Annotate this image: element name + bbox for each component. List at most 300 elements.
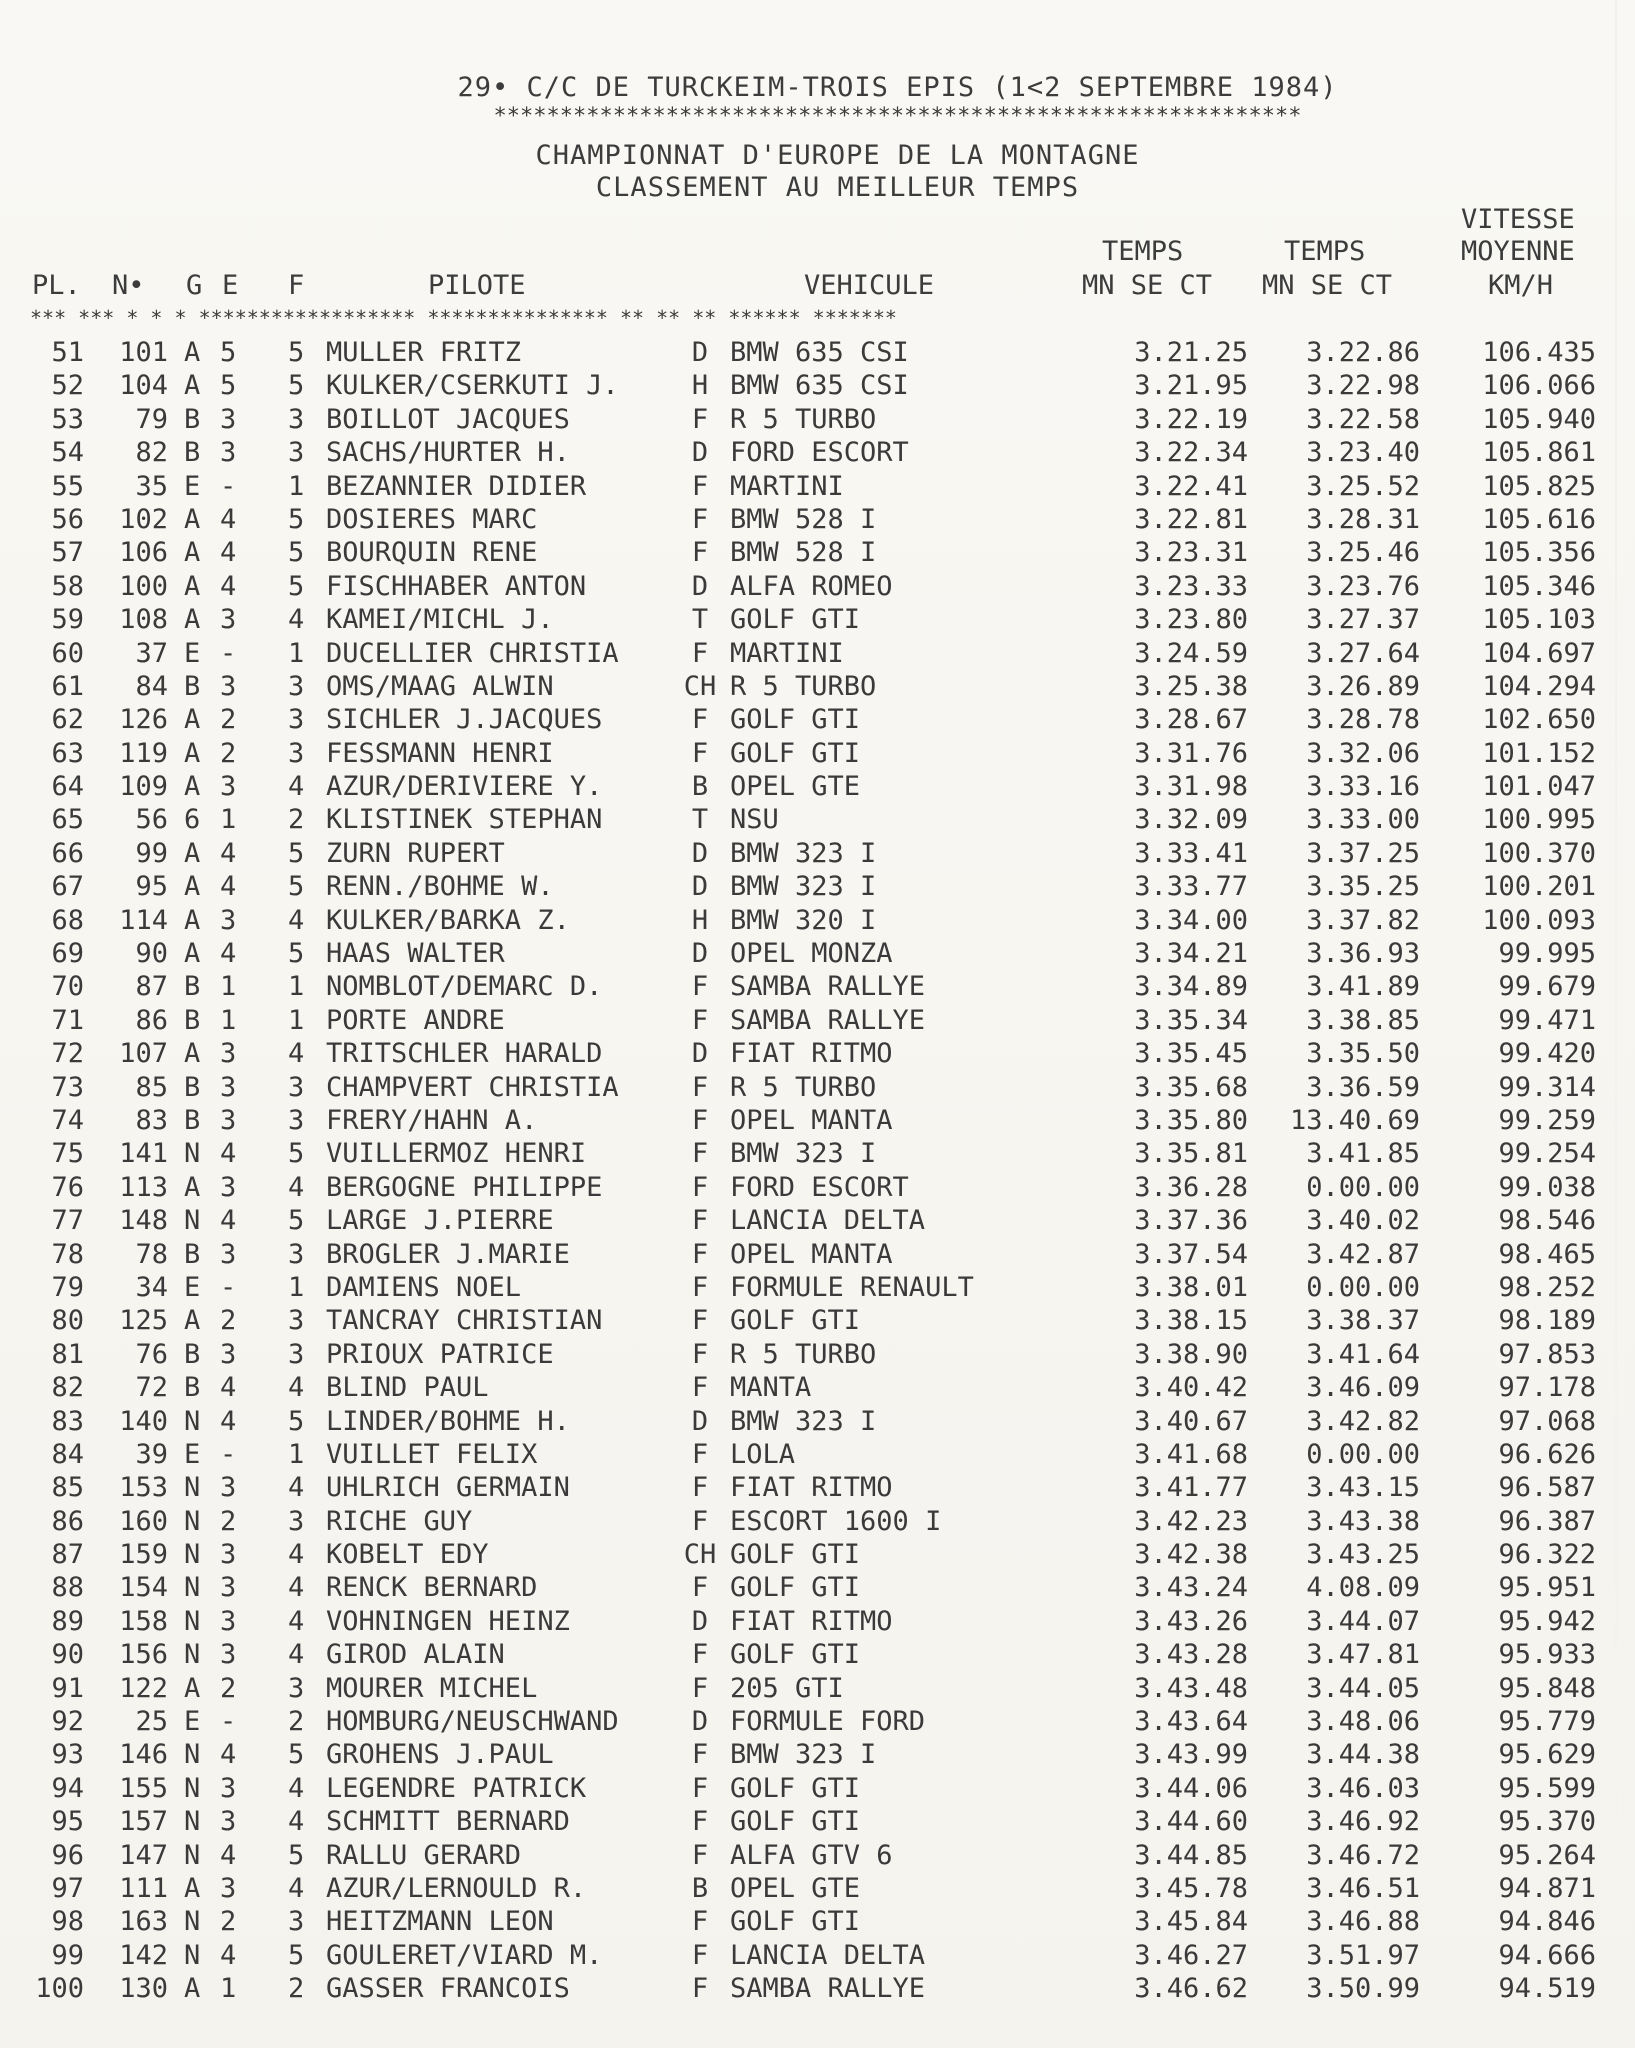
result-nationality: F [691,1505,709,1537]
result-time-1: 3.44.60 [1134,1806,1248,1838]
result-vehicle: GOLF GTI [730,1806,861,1838]
result-number: 119 [119,737,168,769]
table-row [0,1939,1635,1972]
result-pilot: LARGE J.PIERRE [326,1205,554,1237]
table-row [0,1471,1635,1504]
result-time-2: 3.46.51 [1306,1872,1420,1904]
result-vehicle: BMW 528 I [730,503,877,535]
result-vehicle: FORD ESCORT [730,1171,909,1203]
result-nationality: F [691,1138,709,1170]
result-time-1: 3.34.00 [1134,904,1248,936]
result-time-2: 3.41.89 [1306,971,1420,1003]
classement-title: CLASSEMENT AU MEILLEUR TEMPS [595,172,1080,203]
result-group: B [184,1004,201,1036]
table-row [0,1972,1635,2005]
title-underline-stars: ************************************************************* [493,104,1302,129]
result-e: 3 [220,904,237,936]
result-group: A [184,370,201,402]
result-group: N [184,1605,201,1637]
result-speed: 95.848 [1498,1672,1596,1704]
result-place: 94 [51,1772,84,1804]
result-e: 3 [220,403,237,435]
result-place: 64 [51,771,84,803]
result-vehicle: MANTA [730,1372,812,1404]
result-time-2: 3.38.85 [1306,1004,1420,1036]
result-place: 75 [51,1138,84,1170]
result-nationality: F [691,1906,709,1938]
table-row [0,970,1635,1003]
result-group: A [184,871,201,903]
result-e: 1 [220,1973,237,2005]
result-number: 106 [119,537,168,569]
col-header-pl: PL. [32,270,81,301]
result-nationality: T [691,804,709,836]
result-group: A [184,1038,201,1070]
result-time-2: 3.23.76 [1306,570,1420,602]
result-vehicle: SAMBA RALLYE [730,971,926,1003]
result-f: 4 [288,1472,305,1504]
result-number: 37 [135,637,168,669]
result-pilot: KULKER/CSERKUTI J. [326,370,619,402]
result-f: 4 [288,904,305,936]
table-row [0,803,1635,836]
result-place: 91 [51,1672,84,1704]
table-row [0,1605,1635,1638]
result-vehicle: MARTINI [730,470,844,502]
result-group: A [184,337,201,368]
result-speed: 104.697 [1482,637,1596,669]
result-f: 3 [288,1238,305,1270]
result-f: 3 [288,403,305,435]
result-time-1: 3.41.68 [1134,1438,1248,1470]
table-row [0,1204,1635,1237]
result-e: 3 [220,771,237,803]
result-speed: 102.650 [1482,704,1596,736]
result-place: 100 [35,1973,84,2005]
result-pilot: GASSER FRANCOIS [326,1973,570,2005]
result-group: E [184,470,201,502]
result-nationality: F [691,704,709,736]
result-time-1: 3.40.42 [1134,1372,1248,1404]
result-pilot: BEZANNIER DIDIER [326,470,587,502]
result-vehicle: FORMULE RENAULT [730,1271,974,1303]
result-nationality: B [691,771,709,803]
result-number: 153 [119,1472,168,1504]
result-nationality: D [691,1405,709,1437]
result-group: N [184,1205,201,1237]
result-pilot: UHLRICH GERMAIN [326,1472,570,1504]
result-place: 65 [51,804,84,836]
result-time-2: 3.41.85 [1306,1138,1420,1170]
result-vehicle: LANCIA DELTA [730,1205,926,1237]
result-f: 3 [288,1071,305,1103]
result-time-1: 3.35.34 [1134,1004,1248,1036]
result-time-1: 3.33.77 [1134,871,1248,903]
result-time-1: 3.22.34 [1134,437,1248,469]
result-time-1: 3.43.99 [1134,1739,1248,1771]
result-e: 2 [220,704,237,736]
result-place: 69 [51,938,84,970]
result-group: N [184,1739,201,1771]
result-vehicle: R 5 TURBO [730,1071,877,1103]
result-group: A [184,771,201,803]
result-vehicle: GOLF GTI [730,704,861,736]
result-pilot: SICHLER J.JACQUES [326,704,603,736]
result-group: A [184,737,201,769]
result-nationality: D [691,837,709,869]
result-number: 140 [119,1405,168,1437]
result-group: B [184,1338,201,1370]
result-e: 3 [220,1238,237,1270]
result-e: 3 [220,1472,237,1504]
result-place: 52 [51,370,84,402]
result-e: 2 [220,1906,237,1938]
result-speed: 99.679 [1498,971,1596,1003]
result-time-2: 3.38.37 [1306,1305,1420,1337]
result-time-2: 3.27.64 [1306,637,1420,669]
result-place: 90 [51,1639,84,1671]
result-number: 142 [119,1939,168,1971]
result-nationality: F [691,1772,709,1804]
result-pilot: BOILLOT JACQUES [326,403,570,435]
result-nationality: D [691,1038,709,1070]
result-vehicle: OPEL MANTA [730,1238,893,1270]
result-speed: 96.387 [1498,1505,1596,1537]
result-time-2: 3.43.25 [1306,1539,1420,1571]
result-e: 3 [220,437,237,469]
table-row [0,1571,1635,1604]
result-number: 83 [135,1104,168,1136]
result-time-1: 3.35.80 [1134,1104,1248,1136]
result-number: 101 [119,337,168,368]
result-vehicle: FIAT RITMO [730,1038,893,1070]
result-group: N [184,1806,201,1838]
result-place: 81 [51,1338,84,1370]
result-time-2: 3.28.78 [1306,704,1420,736]
result-time-1: 3.23.80 [1134,604,1248,636]
result-time-1: 3.43.24 [1134,1572,1248,1604]
result-vehicle: GOLF GTI [730,1639,861,1671]
result-e: 4 [220,837,237,869]
result-pilot: PORTE ANDRE [326,1004,505,1036]
result-vehicle: SAMBA RALLYE [730,1973,926,2005]
table-row [0,737,1635,770]
result-pilot: TRITSCHLER HARALD [326,1038,603,1070]
table-row [0,1004,1635,1037]
result-e: 3 [220,604,237,636]
table-row [0,403,1635,436]
result-f: 5 [288,1205,305,1237]
result-place: 58 [51,570,84,602]
column-header-separator: *** *** * * * ****************** *************** ** ** ** ****** ******* [30,306,897,330]
result-time-1: 3.28.67 [1134,704,1248,736]
result-time-2: 3.25.46 [1306,537,1420,569]
result-number: 95 [135,871,168,903]
result-nationality: F [691,403,709,435]
result-vehicle: ALFA ROMEO [730,570,893,602]
result-group: A [184,604,201,636]
result-time-2: 3.28.31 [1306,503,1420,535]
result-time-2: 3.22.86 [1306,337,1420,368]
result-group: B [184,670,201,702]
result-number: 39 [135,1438,168,1470]
result-time-2: 3.37.82 [1306,904,1420,936]
result-f: 4 [288,604,305,636]
result-group: N [184,1138,201,1170]
result-time-1: 3.46.62 [1134,1973,1248,2005]
result-e: 4 [220,1372,237,1404]
result-place: 95 [51,1806,84,1838]
result-pilot: SACHS/HURTER H. [326,437,570,469]
result-place: 88 [51,1572,84,1604]
result-f: 5 [288,1138,305,1170]
result-group: N [184,1639,201,1671]
result-f: 4 [288,1539,305,1571]
table-row [0,570,1635,603]
result-time-1: 3.38.90 [1134,1338,1248,1370]
table-row [0,1271,1635,1304]
result-pilot: AZUR/LERNOULD R. [326,1872,587,1904]
result-time-2: 0.00.00 [1306,1271,1420,1303]
result-group: E [184,1271,201,1303]
result-nationality: D [691,1605,709,1637]
result-e: 4 [220,938,237,970]
result-f: 3 [288,704,305,736]
result-number: 84 [135,670,168,702]
result-pilot: NOMBLOT/DEMARC D. [326,971,603,1003]
result-group: B [184,971,201,1003]
result-place: 70 [51,971,84,1003]
result-speed: 99.314 [1498,1071,1596,1103]
result-f: 3 [288,1672,305,1704]
col-header-mnsect-1: MN SE CT [1082,270,1213,301]
col-header-moyenne: MOYENNE [1461,236,1575,267]
result-nationality: B [691,1872,709,1904]
result-speed: 96.626 [1498,1438,1596,1470]
result-time-1: 3.41.77 [1134,1472,1248,1504]
result-f: 5 [288,503,305,535]
result-group: A [184,704,201,736]
result-time-2: 3.46.03 [1306,1772,1420,1804]
table-row [0,1672,1635,1705]
result-place: 82 [51,1372,84,1404]
result-e: - [220,1706,237,1738]
result-f: 3 [288,1104,305,1136]
result-time-2: 3.44.05 [1306,1672,1420,1704]
table-row [0,369,1635,402]
result-number: 130 [119,1973,168,2005]
result-place: 84 [51,1438,84,1470]
result-group: A [184,1672,201,1704]
result-e: - [220,1271,237,1303]
table-row [0,937,1635,970]
result-pilot: CHAMPVERT CHRISTIA [326,1071,619,1103]
table-row [0,1705,1635,1738]
result-f: 4 [288,1806,305,1838]
result-pilot: MOURER MICHEL [326,1672,538,1704]
result-f: 1 [288,1438,305,1470]
result-number: 82 [135,437,168,469]
result-speed: 99.038 [1498,1171,1596,1203]
result-e: 5 [220,370,237,402]
result-vehicle: OPEL GTE [730,1872,861,1904]
result-pilot: GOULERET/VIARD M. [326,1939,603,1971]
result-nationality: F [691,971,709,1003]
result-pilot: LEGENDRE PATRICK [326,1772,587,1804]
result-vehicle: OPEL GTE [730,771,861,803]
result-number: 87 [135,971,168,1003]
result-time-2: 3.44.07 [1306,1605,1420,1637]
result-group: A [184,1305,201,1337]
table-row [0,1338,1635,1371]
table-row [0,1839,1635,1872]
result-nationality: F [691,737,709,769]
result-pilot: OMS/MAAG ALWIN [326,670,554,702]
result-nationality: F [691,1472,709,1504]
result-number: 102 [119,503,168,535]
result-time-2: 3.37.25 [1306,837,1420,869]
result-nationality: F [691,470,709,502]
result-number: 79 [135,403,168,435]
result-group: A [184,1171,201,1203]
result-f: 5 [288,1939,305,1971]
result-group: A [184,570,201,602]
result-time-1: 3.43.28 [1134,1639,1248,1671]
result-group: N [184,1572,201,1604]
result-pilot: BERGOGNE PHILIPPE [326,1171,603,1203]
result-nationality: F [691,1572,709,1604]
col-header-temps-2: TEMPS [1284,236,1366,267]
result-vehicle: FORMULE FORD [730,1706,926,1738]
result-pilot: KAMEI/MICHL J. [326,604,554,636]
result-place: 83 [51,1405,84,1437]
result-vehicle: NSU [730,804,779,836]
result-time-1: 3.43.26 [1134,1605,1248,1637]
result-e: - [220,1438,237,1470]
result-f: 3 [288,437,305,469]
result-place: 61 [51,670,84,702]
result-time-2: 3.32.06 [1306,737,1420,769]
result-e: 4 [220,1939,237,1971]
result-e: - [220,470,237,502]
result-e: 3 [220,1639,237,1671]
result-time-1: 3.37.54 [1134,1238,1248,1270]
result-time-2: 3.46.88 [1306,1906,1420,1938]
result-time-1: 3.23.33 [1134,570,1248,602]
result-pilot: HOMBURG/NEUSCHWAND [326,1706,619,1738]
result-group: B [184,1238,201,1270]
result-f: 1 [288,470,305,502]
table-row [0,1104,1635,1137]
result-speed: 94.846 [1498,1906,1596,1938]
result-pilot: DUCELLIER CHRISTIA [326,637,619,669]
result-pilot: VOHNINGEN HEINZ [326,1605,570,1637]
result-number: 125 [119,1305,168,1337]
result-nationality: F [691,1973,709,2005]
result-e: 4 [220,871,237,903]
result-speed: 98.465 [1498,1238,1596,1270]
result-time-2: 3.44.38 [1306,1739,1420,1771]
result-place: 63 [51,737,84,769]
result-place: 60 [51,637,84,669]
result-number: 158 [119,1605,168,1637]
result-time-1: 3.25.38 [1134,670,1248,702]
result-place: 57 [51,537,84,569]
result-nationality: F [691,1806,709,1838]
result-group: A [184,537,201,569]
table-row [0,436,1635,469]
result-f: 4 [288,1639,305,1671]
result-f: 4 [288,1038,305,1070]
table-row [0,1238,1635,1271]
result-f: 2 [288,1973,305,2005]
result-time-1: 3.42.23 [1134,1505,1248,1537]
result-number: 100 [119,570,168,602]
result-e: 1 [220,804,237,836]
result-time-2: 3.36.59 [1306,1071,1420,1103]
result-time-2: 3.36.93 [1306,938,1420,970]
result-time-1: 3.23.31 [1134,537,1248,569]
result-e: 3 [220,670,237,702]
result-place: 67 [51,871,84,903]
result-f: 1 [288,1004,305,1036]
result-f: 4 [288,771,305,803]
result-number: 109 [119,771,168,803]
result-nationality: F [691,1338,709,1370]
result-time-2: 3.46.72 [1306,1839,1420,1871]
result-speed: 105.616 [1482,503,1596,535]
result-time-1: 3.36.28 [1134,1171,1248,1203]
result-time-2: 3.23.40 [1306,437,1420,469]
result-speed: 99.995 [1498,938,1596,970]
result-group: N [184,1906,201,1938]
result-nationality: T [691,604,709,636]
result-time-1: 3.37.36 [1134,1205,1248,1237]
result-e: 4 [220,570,237,602]
result-nationality: CH [683,670,717,702]
table-row [0,670,1635,703]
result-time-2: 3.41.64 [1306,1338,1420,1370]
result-time-1: 3.21.25 [1134,337,1248,368]
result-time-2: 3.42.87 [1306,1238,1420,1270]
result-f: 1 [288,637,305,669]
result-group: A [184,904,201,936]
result-vehicle: FORD ESCORT [730,437,909,469]
result-pilot: PRIOUX PATRICE [326,1338,554,1370]
result-time-1: 3.24.59 [1134,637,1248,669]
result-group: B [184,1372,201,1404]
result-time-1: 3.32.09 [1134,804,1248,836]
result-vehicle: BMW 323 I [730,837,877,869]
result-number: 148 [119,1205,168,1237]
result-group: N [184,1505,201,1537]
document-title: 29• C/C DE TURCKEIM-TROIS EPIS (1<2 SEPTEMBRE 1984) [457,72,1338,103]
result-time-1: 3.43.48 [1134,1672,1248,1704]
table-row [0,1071,1635,1104]
result-speed: 96.587 [1498,1472,1596,1504]
result-vehicle: BMW 323 I [730,1138,877,1170]
result-speed: 99.254 [1498,1138,1596,1170]
result-number: 126 [119,704,168,736]
result-speed: 95.370 [1498,1806,1596,1838]
result-group: N [184,1839,201,1871]
result-number: 76 [135,1338,168,1370]
result-place: 66 [51,837,84,869]
result-f: 4 [288,1372,305,1404]
result-e: - [220,637,237,669]
result-speed: 94.666 [1498,1939,1596,1971]
result-time-1: 3.33.41 [1134,837,1248,869]
